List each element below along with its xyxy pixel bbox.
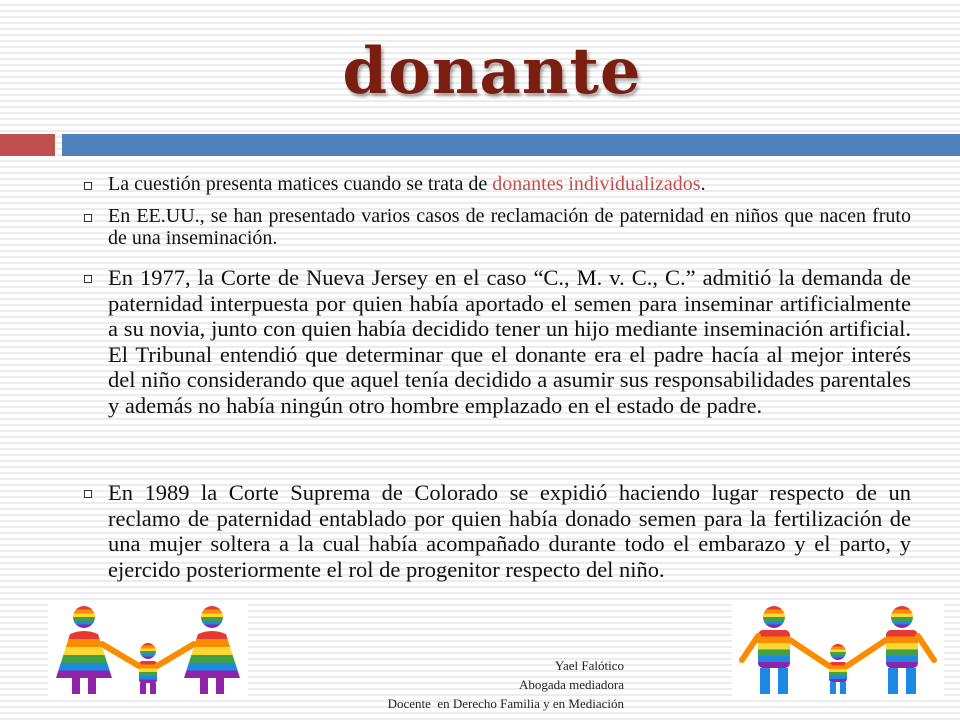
bullet-square-icon	[84, 490, 92, 498]
bullet-square-icon	[84, 182, 92, 190]
author-position: Docente en Derecho Familia y en Mediación	[387, 696, 624, 711]
bullet-square-icon	[84, 275, 92, 283]
title-bar-accent-blue	[62, 134, 960, 156]
paragraph-2: En EE.UU., se han presentado varios casos de reclamación de paternidad en niños que nacen fruto de una inseminación.	[108, 205, 911, 249]
paragraph-1-end: .	[700, 173, 706, 195]
slide-title: donante	[342, 34, 642, 109]
author-role: Abogada mediadora	[518, 677, 624, 692]
paragraph-1-text: La cuestión presenta matices cuando se trata de	[108, 173, 493, 195]
paragraph-4: En 1989 la Corte Suprema de Colorado se expidió haciendo lugar respecto de un reclamo de paternidad entablado por quien había donado semen para la fertilización de una mujer soltera a la cual había acompañado durante todo el embarazo y el parto, y ejercido posteriormente el rol de progenitor respecto del niño.	[108, 480, 911, 582]
two-mothers-with-child-image	[48, 604, 248, 696]
paragraph-3: En 1977, la Corte de Nueva Jersey en el caso “C., M. v. C., C.” admitió la demanda de paternidad interpuesta por quien había aportado el semen para inseminar artificialmente a su novia, junto con quien había decidido tener un hijo mediante inseminación artificial. El Tribunal entendió que determinar que el donante era el padre hacía al mejor interés del niño considerando que aquel tenía decidido a asumir sus responsabilidades parentales y además no había ningún otro hombre emplazado en el estado de padre.	[108, 265, 911, 418]
two-fathers-with-child-image	[732, 604, 944, 696]
highlight-donantes-individualizados: donantes individualizados	[492, 173, 701, 195]
author-credits	[300, 656, 624, 713]
author-name: Yael Falótico	[554, 658, 624, 673]
bullet-square-icon	[84, 214, 92, 222]
title-bar-accent-red	[0, 134, 55, 156]
paragraph-1	[108, 172, 911, 196]
